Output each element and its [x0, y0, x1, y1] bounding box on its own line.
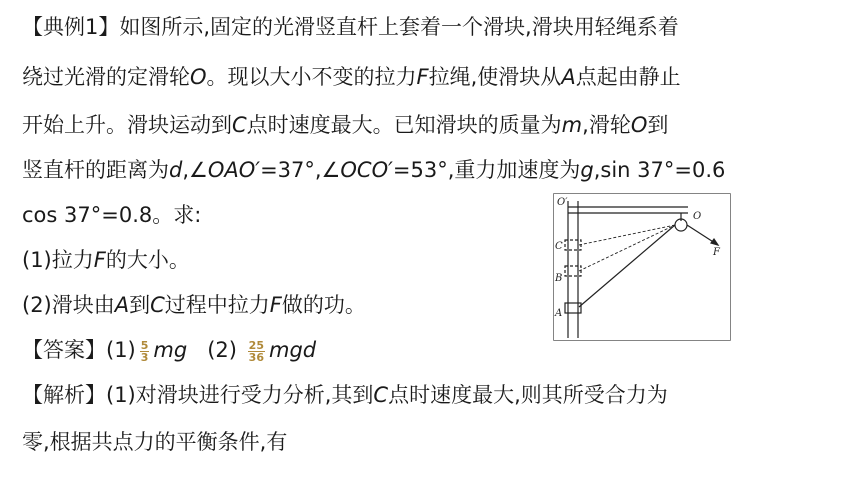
analysis-line-1: 【解析】(1)对滑块进行受力分析,其到C点时速度最大,则其所受合力为 [22, 383, 668, 407]
question-2: (2)滑块由A到C过程中拉力F做的功。 [22, 293, 366, 317]
label-f: F [713, 247, 720, 258]
label-o: O [693, 211, 702, 222]
answer-fraction-1: $\frac{5}{3}$ [140, 338, 149, 364]
problem-line-1: 【典例1】如图所示,固定的光滑竖直杆上套着一个滑块,滑块用轻绳系着 [22, 15, 679, 39]
label-a: A [555, 308, 563, 319]
pulley-diagram [553, 193, 731, 341]
question-1: (1)拉力F的大小。 [22, 248, 190, 272]
answer-label: 【答案】(1) [22, 338, 136, 362]
answer-fraction-2: $\frac{25}{36}$ [248, 338, 264, 364]
label-b: B [555, 273, 563, 284]
problem-line-5: cos 37°=0.8。求: [22, 203, 202, 227]
label-o-prime: O′ [557, 197, 568, 208]
problem-line-4: 竖直杆的距离为d,∠OAO′=37°,∠OCO′=53°,重力加速度为g,sin 37°=0.6 [22, 158, 726, 182]
analysis-line-2: 零,根据共点力的平衡条件,有 [22, 430, 288, 454]
problem-line-3: 开始上升。滑块运动到C点时速度最大。已知滑块的质量为m,滑轮O到 [22, 113, 669, 137]
label-c: C [555, 241, 563, 252]
answer-line: 【答案】(1) $\frac{5}{3}$ mg (2) $\frac{25}{36}$ mgd [22, 338, 317, 364]
problem-line-2: 绕过光滑的定滑轮O。现以大小不变的拉力F拉绳,使滑块从A点起由静止 [22, 65, 681, 89]
